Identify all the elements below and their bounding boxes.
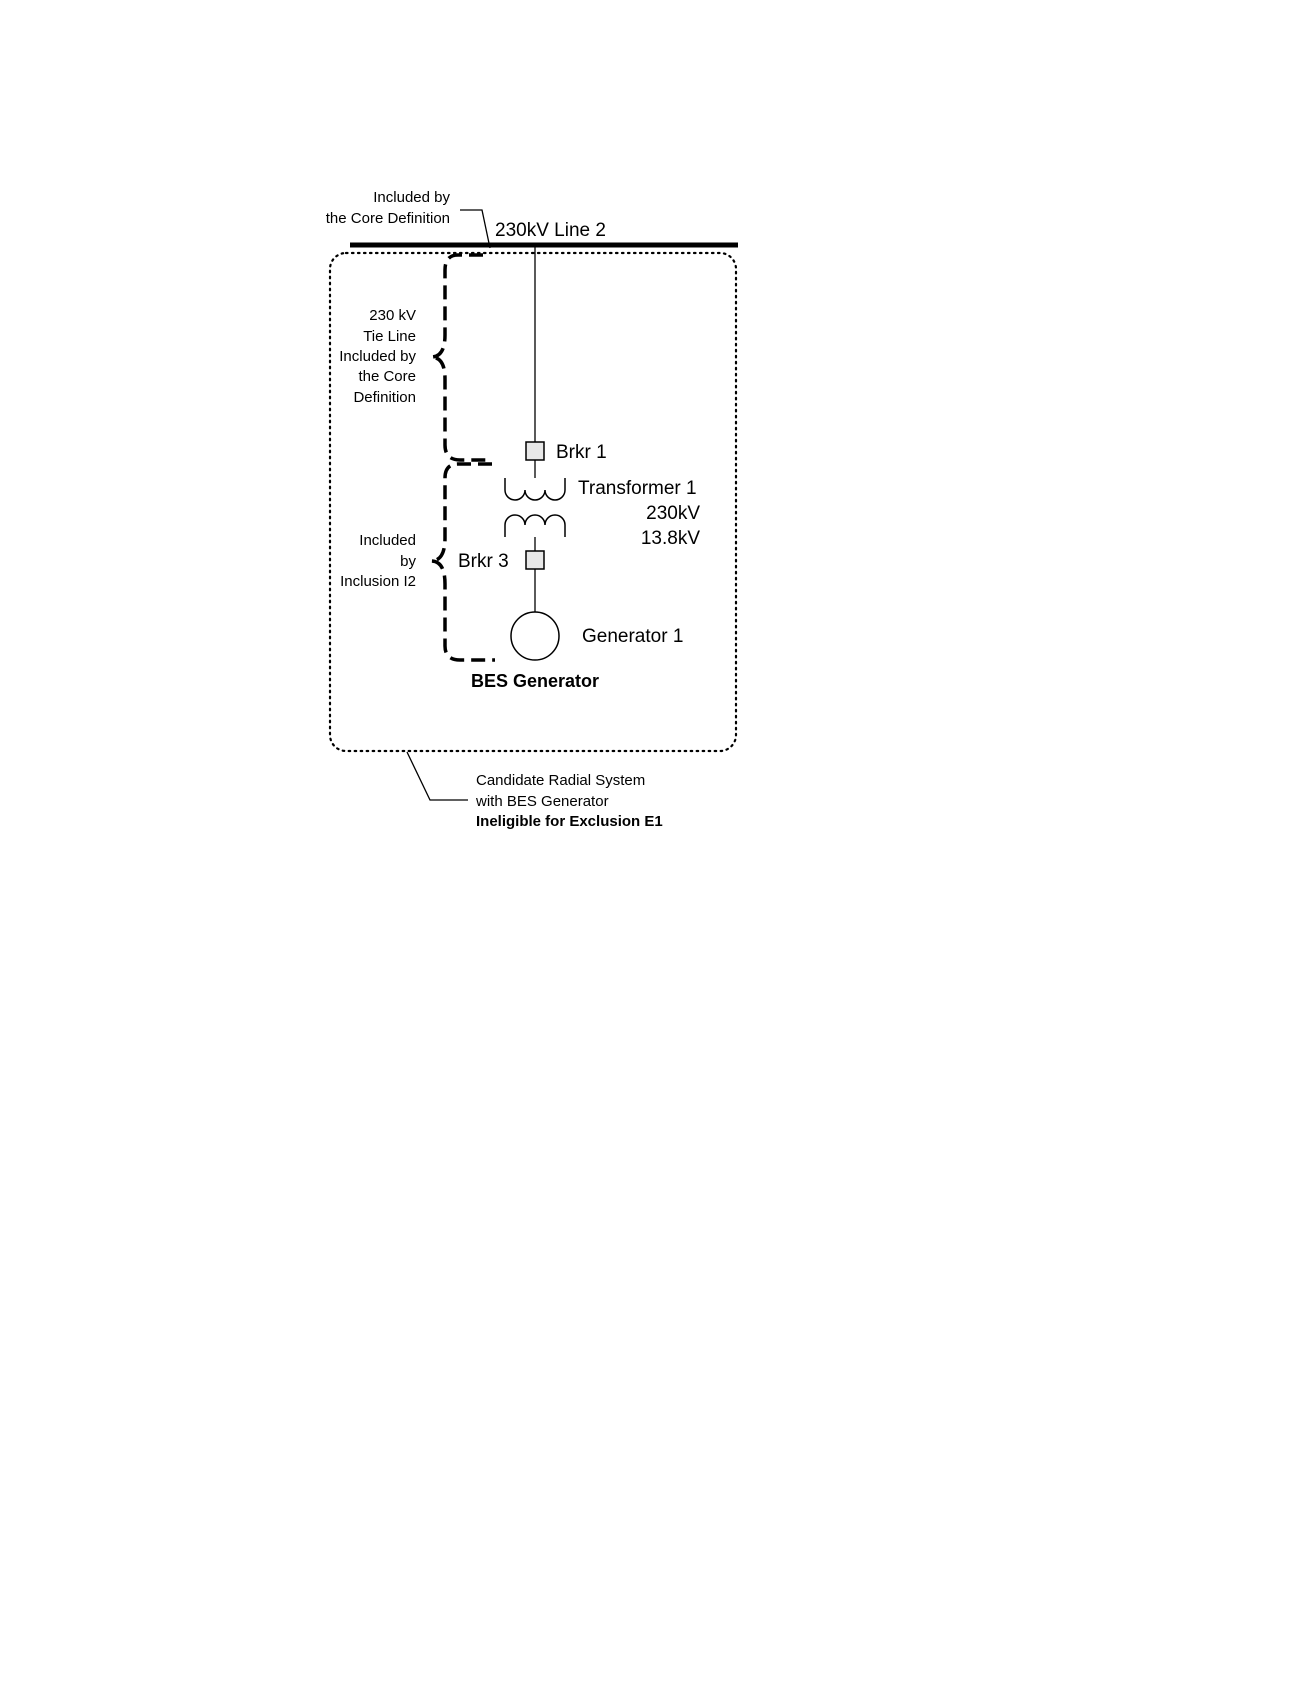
transformer-secondary-winding [505,515,565,537]
system-callout-line-2: with BES Generator [476,793,609,810]
system-callout-line-3: Ineligible for Exclusion E1 [476,813,663,830]
bus-label: 230kV Line 2 [495,220,606,241]
system-callout-leader [407,752,468,800]
brace-inclusion-text-2: by [400,553,416,570]
brace-tie-line-text-5: Definition [353,389,416,406]
generator-symbol [511,612,559,660]
brace-tie-line-text-1: 230 kV [369,307,416,324]
transformer-name: Transformer 1 [578,478,697,499]
brace-tie-line-text-2: Tie Line [363,328,416,345]
brace-tie-line-text-3: Included by [339,348,416,365]
transformer-high-voltage: 230kV [646,503,700,524]
generator-caption: BES Generator [470,671,600,691]
transformer-primary-winding [505,478,565,500]
brace-tie-line-text-4: the Core [358,368,416,385]
bus-callout-line-1: Included by [373,189,450,206]
system-callout-line-1: Candidate Radial System [476,772,646,789]
brace-inclusion-text-3: Inclusion I2 [340,573,416,590]
brace-inclusion-text-1: Included [359,532,416,549]
bus-callout-leader [460,210,490,248]
breaker-3-symbol [526,551,544,569]
generator-name: Generator 1 [582,626,684,647]
brace-tie-line [431,255,492,460]
breaker-1-symbol [526,442,544,460]
transformer-low-voltage: 13.8kV [640,528,700,549]
breaker-1-label: Brkr 1 [556,442,607,463]
breaker-3-label: Brkr 3 [458,551,509,572]
bus-callout-line-2: the Core Definition [325,210,450,227]
